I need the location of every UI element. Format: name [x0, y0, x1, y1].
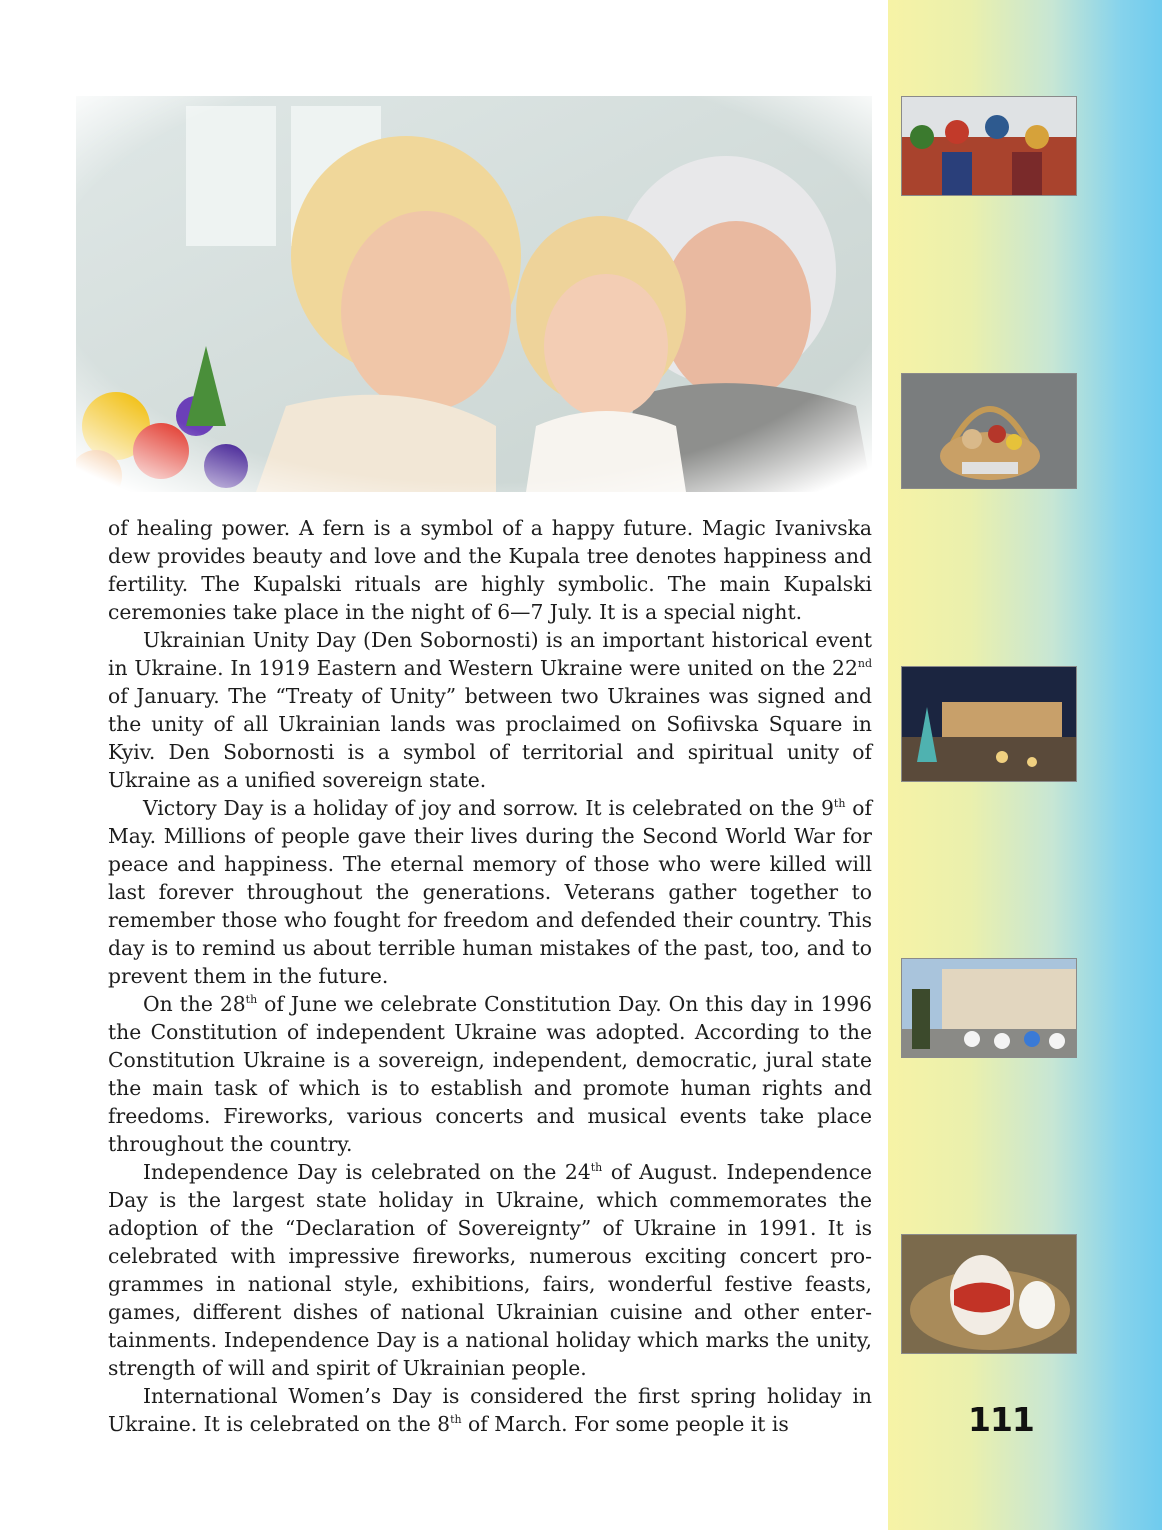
thumb-photo-parade	[901, 958, 1077, 1058]
ordinal-suffix: th	[245, 993, 258, 1007]
text-run: of August. Independence Day is the largest state holiday in Ukraine, which commemorates the adoption of the “Declaration of Sovereignty” of Ukraine in 1991. It is celebrated with impressive fireworks, numerous exciting concert programmes in national style, exhibitions, fairs, wonderful festive feasts, games, different dishes of national Ukrainian cuisine and other entertainments. Independence Day is a national holiday which marks the unity, strength of will and spirit of Ukrainian people.	[108, 1160, 872, 1380]
ordinal-suffix: th	[833, 797, 846, 811]
paragraph	[108, 514, 872, 626]
paragraph	[108, 1158, 872, 1382]
text-run: Victory Day is a holiday of joy and sorrow. It is celebrated on the 9	[143, 796, 834, 820]
thumb-photo-square-night	[901, 666, 1077, 782]
paragraph	[108, 626, 872, 794]
thumb-photo-easter-basket	[901, 373, 1077, 489]
thumb-photo-easter-egg	[901, 1234, 1077, 1354]
text-run: of healing power. A fern is a symbol of a happy future. Magic Ivanivska dew provides beauty and love and the Kupala tree denotes happiness and fertility. The Kupalski rituals are highly symbolic. The main Kupalski ceremonies take place in the night of 6—7 July. It is a special night.	[108, 516, 872, 624]
thumb-photo-carol-singers	[901, 96, 1077, 196]
ordinal-suffix: th	[450, 1413, 462, 1427]
text-run: International Women’s Day is considered the first spring holiday in Ukraine. It is celebrated on the 8	[108, 1384, 872, 1436]
text-run: On the 28	[143, 992, 246, 1016]
ordinal-suffix: nd	[857, 657, 872, 671]
text-run: of January. The “Treaty of Unity” between two Ukraines was signed and the unity of all Ukrainian lands was proclaimed on Sofiivska Square in Kyiv. Den Sobornosti is a symbol of territorial and spiritual unity of Ukraine as a unified sovereign state.	[108, 684, 872, 792]
text-run: of May. Millions of people gave their lives during the Second World War for peace and happiness. The eternal memory of those who were killed will last forever throughout the generations. Veterans gather together to remember those who fought for freedom and defended their country. This day is to remind us about terrible human mistakes of the past, too, and to prevent them in the future.	[108, 796, 872, 988]
paragraph	[108, 1382, 872, 1438]
paragraph	[108, 794, 872, 990]
text-run: Independence Day is celebrated on the 24	[143, 1160, 591, 1184]
text-run: Ukrainian Unity Day (Den Sobornosti) is an important historical event in Ukraine. In 1919 Eastern and Western Ukraine were united on the 22	[108, 628, 872, 680]
text-run: of June we celebrate Constitution Day. On this day in 1996 the Constitution of independent Ukraine was adopted. According to the Constitution Ukraine is a sovereign, independent, democratic, jural state the main task of which is to establish and promote human rights and freedoms. Fireworks, various concerts and musical events take place throughout the country.	[108, 992, 873, 1156]
body-text	[108, 514, 872, 1438]
hero-photo	[76, 96, 872, 492]
page-number: 111	[968, 1400, 1034, 1439]
text-run: of March. For some people it is	[461, 1412, 789, 1436]
paragraph	[108, 990, 872, 1158]
ordinal-suffix: th	[590, 1161, 603, 1175]
